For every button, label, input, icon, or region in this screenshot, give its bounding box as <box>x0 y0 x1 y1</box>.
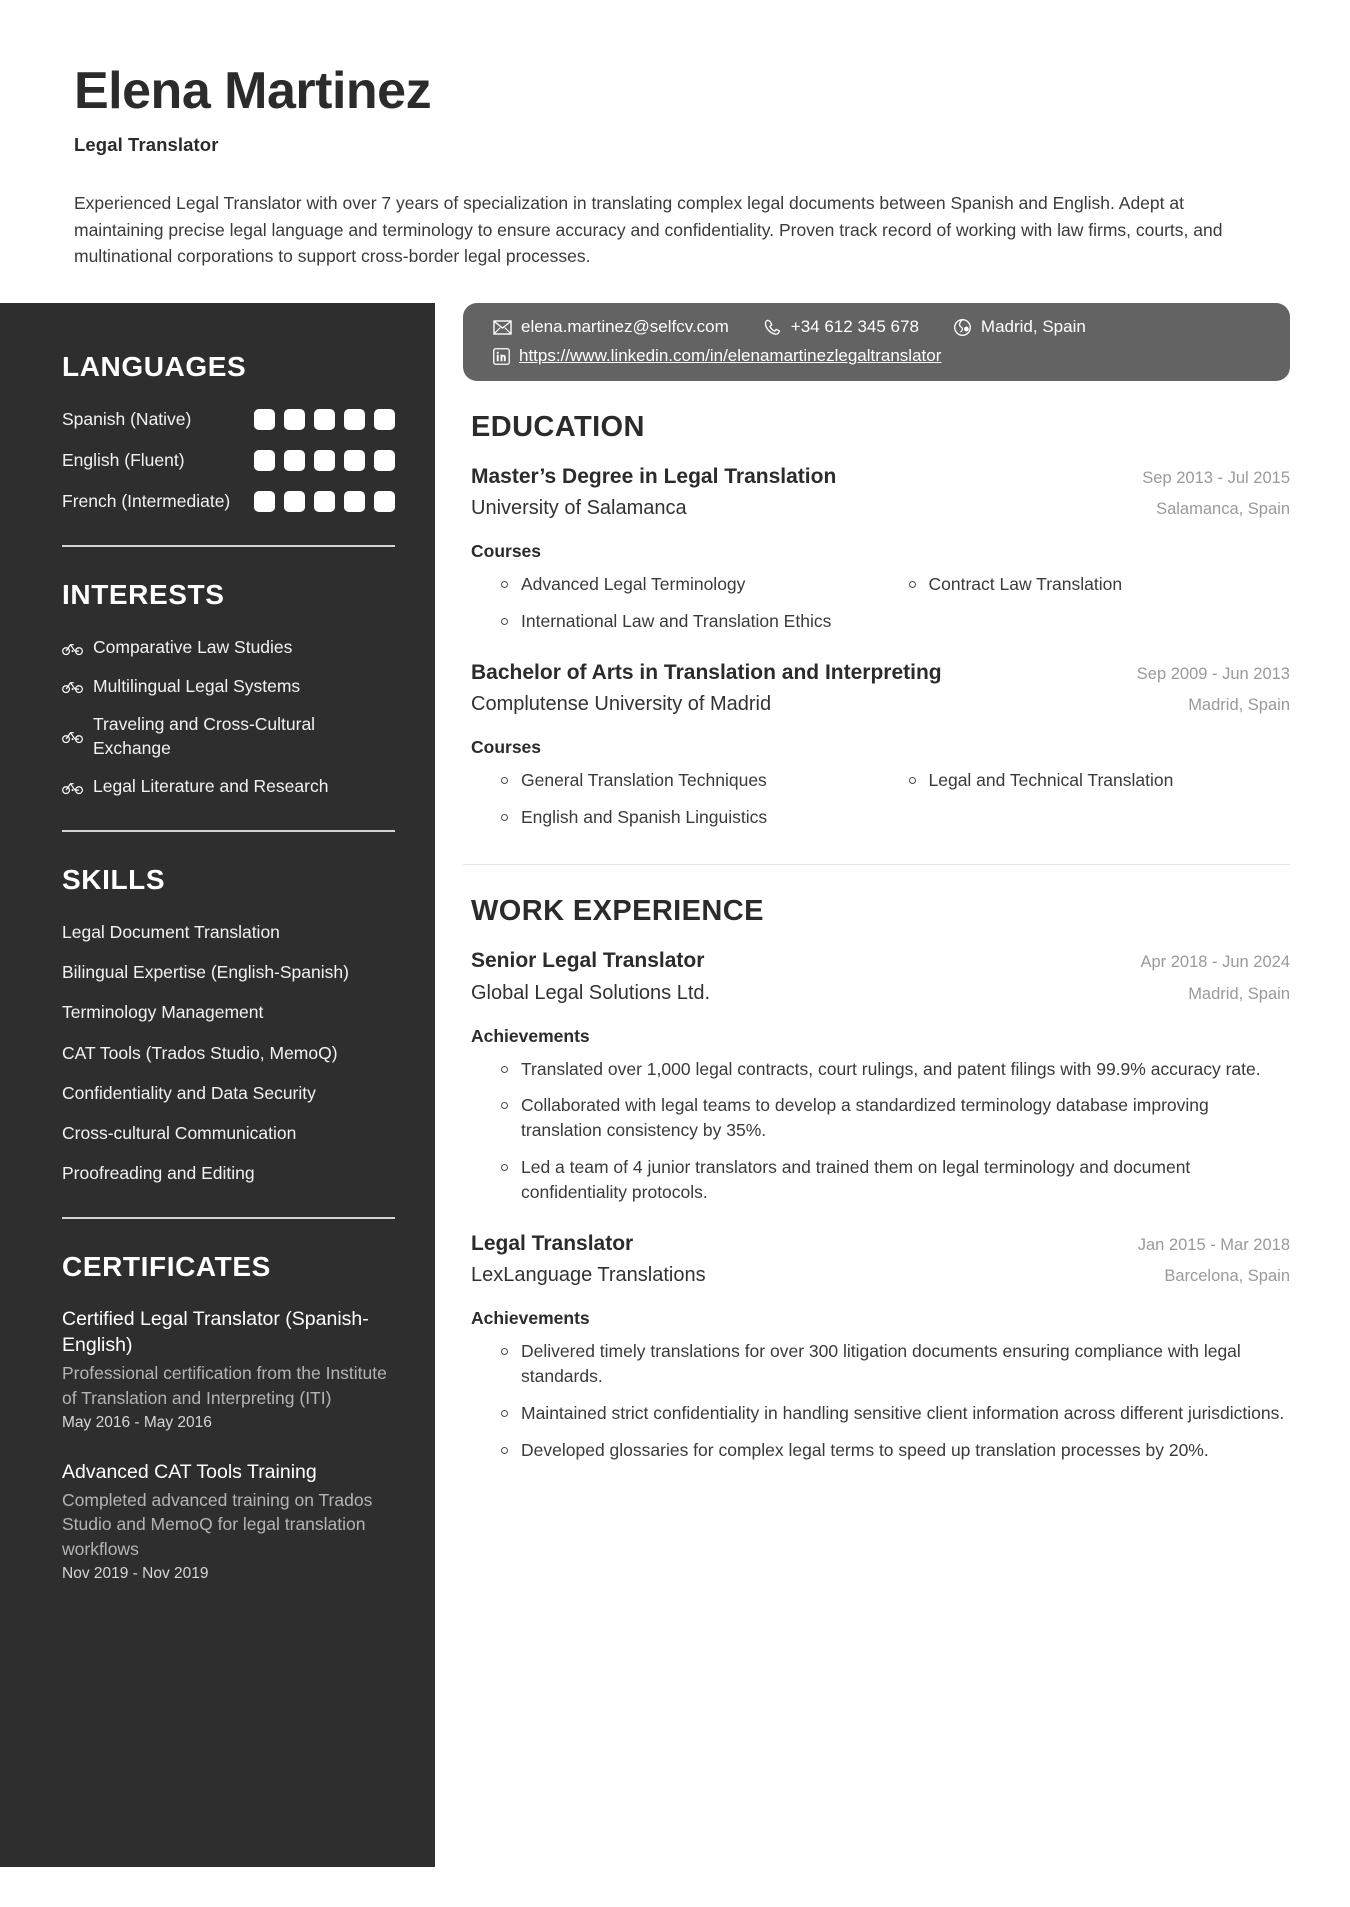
page-title: Elena Martinez <box>74 62 432 120</box>
sidebar <box>0 303 435 1867</box>
work-entry <box>463 1231 1290 1463</box>
achievement-item <box>501 1401 1290 1426</box>
list-item-label: General Translation Techniques <box>521 770 767 791</box>
language-name: English (Fluent) <box>62 450 185 471</box>
bullet-icon <box>909 777 916 784</box>
work-entries <box>463 948 1290 1462</box>
certificate-description: Completed advanced training on Trados Studio and MemoQ for legal translation workflows <box>62 1489 373 1560</box>
achievements-label: Achievements <box>471 1308 590 1329</box>
section-education <box>463 411 1290 830</box>
interest-label: Traveling and Cross-Cultural Exchange <box>93 713 316 758</box>
contact-email[interactable] <box>493 317 729 337</box>
contact-location-text: Madrid, Spain <box>980 317 1086 337</box>
bullet-icon <box>909 581 916 588</box>
bicycle-icon <box>62 778 83 795</box>
education-school: University of Salamanca <box>471 497 687 520</box>
certificate-title: Advanced CAT Tools Training <box>62 1460 317 1483</box>
education-location: Madrid, Spain <box>1188 696 1290 715</box>
list-item-label: Maintained strict confidentiality in handling sensitive client information across different jurisdictions. <box>521 1402 1285 1423</box>
education-entry-header <box>471 660 1290 686</box>
language-level-dot <box>344 450 365 471</box>
list-item-label: English and Spanish Linguistics <box>521 807 768 828</box>
language-level-dot <box>374 491 395 512</box>
professional-summary: Experienced Legal Translator with over 7 years of specialization in translating complex legal documents between Spanish and English. Adept at maintaining precise legal language and terminology to ensure accuracy and confidentiality. Proven track record of working with law firms, courts, and multinational corporations to support cross-border legal processes. <box>74 193 1223 267</box>
bullet-icon <box>501 1447 508 1454</box>
education-entry-header <box>471 464 1290 490</box>
sidebar-section-certificates <box>62 1251 395 1583</box>
work-entry <box>463 948 1290 1204</box>
linkedin-icon <box>493 348 510 365</box>
education-entry <box>463 660 1290 830</box>
education-degree: Bachelor of Arts in Translation and Interpreting <box>471 660 942 684</box>
achievement-item <box>501 1093 1290 1143</box>
interest-label: Multilingual Legal Systems <box>93 675 301 696</box>
job-title: Legal Translator <box>74 134 219 156</box>
achievement-item <box>501 1339 1290 1389</box>
sidebar-section-interests <box>62 579 395 798</box>
interest-label: Legal Literature and Research <box>93 776 329 796</box>
contact-linkedin-link[interactable]: https://www.linkedin.com/in/elenamartinezlegaltranslator <box>519 346 942 366</box>
education-school: Complutense University of Madrid <box>471 693 772 716</box>
course-item <box>909 768 1291 793</box>
language-row <box>62 407 395 431</box>
work-company: Global Legal Solutions Ltd. <box>471 981 711 1004</box>
education-degree: Master’s Degree in Legal Translation <box>471 465 837 489</box>
skill-item: Terminology Management <box>62 1002 264 1023</box>
contact-linkedin[interactable] <box>493 346 1266 366</box>
bullet-icon <box>501 777 508 784</box>
achievement-item <box>501 1057 1290 1082</box>
interest-item <box>62 774 395 798</box>
work-entry-header <box>471 1231 1290 1257</box>
skill-item: Legal Document Translation <box>62 922 280 943</box>
bullet-icon <box>501 618 508 625</box>
skill-item: CAT Tools (Trados Studio, MemoQ) <box>62 1042 338 1063</box>
list-item-label: Collaborated with legal teams to develop a standardized terminology database improving translation consistency by 35%. <box>521 1095 1209 1141</box>
language-level-dot <box>284 450 305 471</box>
language-level-dot <box>374 409 395 430</box>
list-item-label: Contract Law Translation <box>928 574 1123 595</box>
work-role: Legal Translator <box>471 1231 634 1255</box>
course-item <box>501 768 883 793</box>
language-level-dot <box>344 409 365 430</box>
contact-phone[interactable] <box>763 317 919 337</box>
globe-icon <box>953 318 972 337</box>
bullet-icon <box>501 1066 508 1073</box>
courses-grid <box>471 768 1290 830</box>
phone-icon <box>763 318 782 337</box>
envelope-icon <box>493 320 512 335</box>
language-row <box>62 489 395 513</box>
interests-heading: INTERESTS <box>62 579 225 611</box>
language-level-dot <box>314 450 335 471</box>
work-dates: Apr 2018 - Jun 2024 <box>1140 953 1290 972</box>
skill-item: Proofreading and Editing <box>62 1162 255 1183</box>
list-item-label: Led a team of 4 junior translators and trained them on legal terminology and document confidentiality protocols. <box>521 1157 1191 1203</box>
interest-item <box>62 635 395 659</box>
contact-email-text: elena.martinez@selfcv.com <box>521 317 729 337</box>
education-heading: EDUCATION <box>471 411 645 444</box>
skills-heading: SKILLS <box>62 864 166 896</box>
work-role: Senior Legal Translator <box>471 949 705 973</box>
skill-item: Bilingual Expertise (English-Spanish) <box>62 962 349 983</box>
bicycle-icon <box>62 639 83 656</box>
course-item <box>501 609 883 634</box>
work-entry-subheader <box>471 980 1290 1006</box>
certificate-date: May 2016 - May 2016 <box>62 1413 212 1431</box>
language-level-dot <box>254 409 275 430</box>
bullet-icon <box>501 1410 508 1417</box>
list-item-label: Translated over 1,000 legal contracts, court rulings, and patent filings with 99.9% accuracy rate. <box>521 1058 1261 1079</box>
interest-item <box>62 712 395 760</box>
bullet-icon <box>501 814 508 821</box>
achievements-list <box>471 1339 1290 1462</box>
certificate-item <box>62 1307 395 1432</box>
courses-grid <box>471 572 1290 634</box>
skills-list <box>62 920 395 1185</box>
language-level-dot <box>284 409 305 430</box>
achievements-label: Achievements <box>471 1025 590 1046</box>
work-dates: Jan 2015 - Mar 2018 <box>1137 1235 1290 1254</box>
work-entry-header <box>471 948 1290 974</box>
bullet-icon <box>501 1164 508 1171</box>
list-item-label: Delivered timely translations for over 300 litigation documents ensuring compliance with legal standards. <box>521 1341 1241 1386</box>
skill-item: Cross-cultural Communication <box>62 1122 297 1143</box>
list-item-label: International Law and Translation Ethics <box>521 611 832 632</box>
contact-phone-text: +34 612 345 678 <box>790 317 919 337</box>
work-heading: WORK EXPERIENCE <box>471 895 764 928</box>
sidebar-divider-3 <box>62 1217 395 1219</box>
interest-label: Comparative Law Studies <box>93 637 293 658</box>
sidebar-section-skills <box>62 864 395 1185</box>
interest-item <box>62 674 395 698</box>
work-company: LexLanguage Translations <box>471 1264 706 1287</box>
main-content <box>435 303 1350 1528</box>
list-item-label: Developed glossaries for complex legal terms to speed up translation processes by 20%. <box>521 1439 1209 1460</box>
work-location: Madrid, Spain <box>1188 984 1290 1003</box>
language-level-dot <box>254 450 275 471</box>
achievements-list <box>471 1057 1290 1205</box>
language-name: French (Intermediate) <box>62 491 231 512</box>
certificates-heading: CERTIFICATES <box>62 1251 271 1283</box>
work-location: Barcelona, Spain <box>1164 1267 1290 1286</box>
education-dates: Sep 2013 - Jul 2015 <box>1142 469 1290 488</box>
course-item <box>909 572 1291 597</box>
section-work-experience <box>463 895 1290 1462</box>
language-level-dots <box>254 409 395 430</box>
education-entries <box>463 464 1290 830</box>
achievement-item <box>501 1438 1290 1463</box>
bullet-icon <box>501 1348 508 1355</box>
bullet-icon <box>501 1102 508 1109</box>
list-item-label: Advanced Legal Terminology <box>521 574 746 595</box>
language-level-dot <box>314 491 335 512</box>
bicycle-icon <box>62 677 83 694</box>
languages-list <box>62 407 395 513</box>
certificates-list <box>62 1307 395 1583</box>
language-level-dots <box>254 450 395 471</box>
education-location: Salamanca, Spain <box>1156 500 1290 519</box>
achievement-item <box>501 1155 1290 1205</box>
education-entry <box>463 464 1290 634</box>
education-entry-subheader <box>471 691 1290 717</box>
language-level-dot <box>374 450 395 471</box>
sidebar-divider-2 <box>62 830 395 832</box>
certificate-title: Certified Legal Translator (Spanish-English) <box>62 1308 369 1357</box>
certificate-item <box>62 1460 395 1583</box>
courses-label: Courses <box>471 541 542 562</box>
bullet-icon <box>501 581 508 588</box>
bicycle-icon <box>62 727 83 744</box>
sidebar-section-languages <box>62 351 395 513</box>
contact-location[interactable] <box>953 317 1086 337</box>
language-level-dot <box>344 491 365 512</box>
work-entry-subheader <box>471 1262 1290 1288</box>
course-item <box>501 572 883 597</box>
main-divider <box>463 864 1290 866</box>
languages-heading: LANGUAGES <box>62 351 247 383</box>
sidebar-divider-1 <box>62 545 395 547</box>
language-level-dot <box>284 491 305 512</box>
course-item <box>501 805 883 830</box>
list-item-label: Legal and Technical Translation <box>928 770 1174 791</box>
language-level-dot <box>314 409 335 430</box>
language-name: Spanish (Native) <box>62 409 192 430</box>
language-level-dots <box>254 491 395 512</box>
contact-bar <box>463 303 1290 381</box>
certificate-description: Professional certification from the Institute of Translation and Interpreting (ITI) <box>62 1362 387 1408</box>
resume-header <box>0 0 1350 270</box>
language-row <box>62 448 395 472</box>
education-dates: Sep 2009 - Jun 2013 <box>1136 664 1290 683</box>
language-level-dot <box>254 491 275 512</box>
certificate-date: Nov 2019 - Nov 2019 <box>62 1565 209 1583</box>
courses-label: Courses <box>471 737 542 758</box>
education-entry-subheader <box>471 495 1290 521</box>
resume-body <box>0 303 1350 1867</box>
interests-list <box>62 635 395 798</box>
skill-item: Confidentiality and Data Security <box>62 1082 316 1103</box>
